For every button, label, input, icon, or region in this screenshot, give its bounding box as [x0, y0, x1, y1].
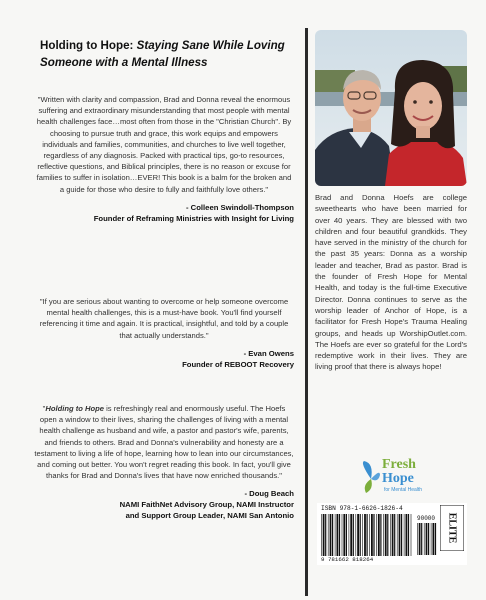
barcode-bar: [337, 514, 339, 556]
barcode-bar: [380, 514, 381, 556]
barcode-bar: [383, 514, 384, 556]
barcode-bar: [350, 514, 352, 556]
barcode-bar: [387, 514, 388, 556]
barcode-bar: [342, 514, 343, 556]
fresh-hope-logo: [360, 455, 440, 501]
publisher-name: ELITE: [446, 512, 458, 544]
barcode-bar: [435, 523, 436, 555]
barcode-bar: [328, 514, 329, 556]
endorsement-attribution: [34, 202, 294, 224]
barcode-bar: [428, 523, 429, 555]
barcode-bar: [343, 514, 345, 556]
title-main: Holding to Hope:: [40, 39, 137, 52]
ean-digits: 9 781662 818264: [321, 556, 374, 563]
barcode-bar: [392, 514, 394, 556]
barcode-bar: [360, 514, 361, 556]
price-code: 90000: [417, 515, 436, 522]
author-photo: [315, 30, 467, 186]
logo-word-hope: Hope: [382, 471, 414, 486]
barcode-bar: [339, 514, 340, 556]
barcode-bar: [411, 514, 412, 556]
barcode-bar: [408, 514, 409, 556]
endorsement-text: "Written with clarity and compassion, Brad and Donna reveal the enormous suffering and extraordinary misunderstanding that most people with mental health challenges face…most often from those in the "Christian Church". By choosing to pursue truth and grace, this work equips and empowers individuals and families, communities, and churches to live well together, regardless of any diagnosis. Packed with practical tips, go-to resources, reflective questions, and Biblical principles, there is no reason or excuse for families to suffer in isolation…EVER! This book is a balm for the broken and a guide for those who desire to fully and faithfully love others.": [36, 95, 292, 194]
endorsement-author: - Evan Owens: [243, 348, 294, 358]
barcode-bar: [373, 514, 374, 556]
logo-tagline: for Mental Health: [384, 487, 423, 493]
endorsement-attribution: [34, 488, 294, 521]
barcode-bar: [421, 523, 422, 555]
book-title-emphasis: Holding to Hope: [45, 404, 104, 413]
barcode-bar: [330, 514, 332, 556]
publisher-logo: [440, 505, 464, 551]
barcode-bar: [323, 514, 325, 556]
title-subtitle: Staying Sane While Loving Someone with a Mental Illness: [40, 39, 285, 69]
endorsement-author: - Doug Beach: [244, 489, 294, 499]
barcode-bar: [364, 514, 366, 556]
barcode-bar: [417, 523, 418, 555]
endorsement-role: Founder of Reframing Ministries with Insight for Living: [93, 213, 294, 223]
isbn-barcode: [317, 503, 467, 565]
endorsement-role: and Support Group Leader, NAMI San Antonio: [125, 511, 294, 521]
column-divider: [305, 28, 308, 596]
endorsement-text: "Holding to Hope is refreshingly real and enormously useful. The Hoefs open a window to their lives, sharing the challenges of living with a mental health challenge as husband and wife, a pastor and pastor's wife, parents, and friends to others. Brad and Donna's vulnerability and honesty are a testament to living a life of hope, learning how to lean into our circumstances, and coming out better. You won't regret reading this book. In fact, you'll give thanks for Brad and Donna's lives that have now enriched thousands.": [34, 404, 294, 481]
endorsement-text: "If you are serious about wanting to overcome or help someone overcome mental health challenges, this is a must-have book. You'll find yourself referencing it time and again. It is practical, insightful, and told by a couple that actually understands.": [39, 297, 289, 340]
barcode-bar: [376, 514, 377, 556]
barcode-bar: [349, 514, 350, 556]
barcode-bar: [433, 523, 435, 555]
barcode-bar: [353, 514, 354, 556]
barcode-bar: [325, 514, 326, 556]
endorsement-2: [34, 296, 294, 370]
publisher-emblem: [440, 505, 464, 551]
barcode-bar: [371, 514, 373, 556]
addon-barcode-bars: [417, 523, 437, 555]
barcode-bar: [378, 514, 380, 556]
barcode-bar: [385, 514, 387, 556]
barcode-bar: [399, 514, 401, 556]
barcode-bar: [404, 514, 405, 556]
book-title: [40, 37, 300, 71]
endorsement-1: [34, 94, 294, 224]
barcode-bar: [424, 523, 425, 555]
barcode-bar: [401, 514, 402, 556]
barcode-bar: [335, 514, 336, 556]
author-photo-image: [315, 30, 467, 186]
barcode-bar: [397, 514, 398, 556]
endorsement-role: Founder of REBOOT Recovery: [182, 359, 294, 369]
barcode-bar: [419, 523, 421, 555]
barcode-bar: [332, 514, 333, 556]
barcode-bar: [394, 514, 395, 556]
barcode-bar: [426, 523, 428, 555]
endorsement-author: - Colleen Swindoll-Thompson: [185, 202, 294, 212]
barcode-bar: [346, 514, 347, 556]
isbn-label: ISBN 978-1-6626-1826-4: [321, 505, 403, 512]
barcode-bar: [356, 514, 357, 556]
barcode-bars: [321, 514, 413, 556]
barcode-bar: [369, 514, 370, 556]
barcode-bar: [367, 514, 368, 556]
endorsement-attribution: [34, 348, 294, 370]
barcode-bar: [431, 523, 432, 555]
barcode-bar: [406, 514, 408, 556]
author-bio: Brad and Donna Hoefs are college sweethearts who have been married for over 40 years. They are blessed with two children and four beautiful grandkids. They have served in the ministry of the church for the past 35 years: Donna as a worship leader and teacher, Brad as pastor. Brad is the founder of Fresh Hope for Mental Health, and today is the full-time Executive Director. Donna continues to serve as the worship leader of Anchor of Hope, is a facilitator for Fresh Hope's Trauma Healing groups, and heads up WorshipOutlet.com. The Hoefs are ever so grateful for the Lord's redemptive work in their lives. They are living proof that there is always hope!: [315, 193, 467, 372]
barcode-bar: [390, 514, 391, 556]
endorsement-3: [34, 403, 294, 521]
barcode-bar: [357, 514, 359, 556]
butterfly-icon: [360, 459, 382, 499]
logo-word-fresh: Fresh: [382, 457, 416, 472]
endorsement-role: NAMI FaithNet Advisory Group, NAMI Instructor: [119, 500, 294, 510]
barcode-bar: [321, 514, 322, 556]
barcode-bar: [362, 514, 363, 556]
